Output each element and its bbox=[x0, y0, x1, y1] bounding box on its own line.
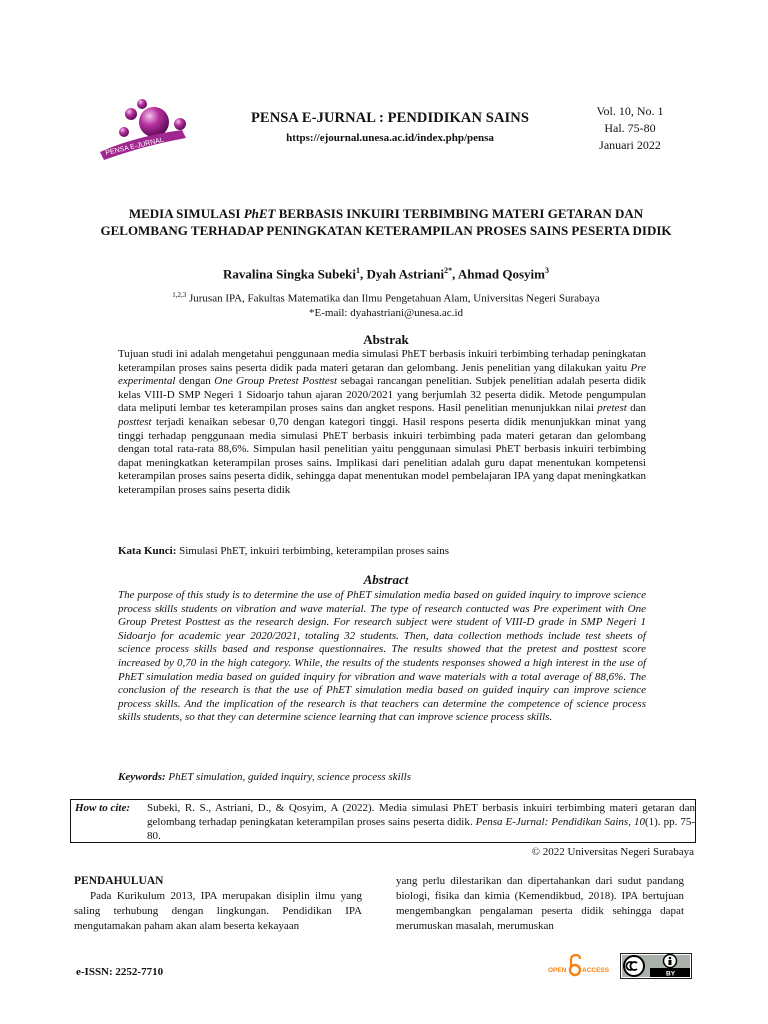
pages: Hal. 75-80 bbox=[604, 121, 656, 135]
eissn: e-ISSN: 2252-7710 bbox=[76, 966, 164, 978]
abstrak-text: Tujuan studi ini adalah mengetahui penggunaan media simulasi PhET berbasis inkuiri terbimbing terhadap peningkatan keterampilan proses sains peserta didik pada materi getaran dan gelombang. Jenis penelitian yang dilakukan yaitu Pre experimental dengan One Group Pretest Posttest sebagai rancangan penelitian. Subjek penelitian adalah peserta didik kelas VIII-D SMP Negeri 1 Sidoarjo tahun ajaran 2020/2021 yang berjumlah 32 peserta didik. Metode pengumpulan data meliputi lembar tes keterampilan proses sains dan angket respons. Hasil penelitian menunjukkan nilai pretest dan posttest terjadi kenaikan sebesar 0,70 dengan kategori tinggi. Hasil respons peserta didik menunjukkan minat yang tinggi terhadap penggunaan media simulasi PhET berbasis inkuiri terbimbing pada materi getaran dan gelombang dengan total rata-rata 88,6%. Simpulan hasil penelitian yaitu penggunaan simulasi PhET berbasis inkuiri terbimbing dapat meningkatkan keterampilan proses sains. Implikasi dari penelitian adalah guru dapat menentukan kompetensi keterampilan proses sains peserta didik, sehingga dapat menentukan model pembelajaran IPA yang dapat meningkatkan keterampilan proses sains peserta didik bbox=[118, 348, 646, 496]
oa-open-text: OPEN bbox=[548, 967, 567, 974]
paper-title: MEDIA SIMULASI PhET BERBASIS INKUIRI TERBIMBING MATERI GETARAN DAN GELOMBANG TERHADAP PENINGKATAN KETERAMPILAN PROSES SAINS PESERTA DIDIK bbox=[100, 206, 672, 238]
citation-label: How to cite: bbox=[75, 802, 130, 814]
volume-info bbox=[580, 103, 680, 154]
copyright: © 2022 Universitas Negeri Surabaya bbox=[531, 846, 694, 858]
corresponding-email[interactable]: *E-mail: dyahastriani@unesa.ac.id bbox=[309, 306, 463, 319]
intro-column-left: Pada Kurikulum 2013, IPA merupakan disiplin ilmu yang saling terhubung dengan lingkungan. Pendidikan IPA mengutamakan paham akan alam beserta kekayaan bbox=[74, 890, 362, 932]
citation-box bbox=[70, 799, 696, 843]
citation-text: Subeki, R. S., Astriani, D., & Qosyim, A (2022). Media simulasi PhET berbasis inkuiri terbimbing materi getaran dan gelombang terhadap peningkatan keterampilan proses sains peserta didik. Pensa E-Jurnal: Pendidikan Sains, 10(1). pp. 75-80. bbox=[147, 802, 695, 842]
abstract-text: The purpose of this study is to determine the use of PhET simulation media based on guided inquiry to improve science process skills students on vibration and wave material. The type of research contucted was Pre experiment with One Group Pretest Posttest as the research design. For research subject were student of VIII-D grade in SMP Negeri 1 Sidoarjo for academic year 2020/2021, totaling 32 students. Then, data collection methods include test sheets of science process skills based and response questionnaires. The results showed that the pretest and posttest score increased by 0,70 in the high category. While, the results of the students responses showed a high interest in the use of PhET simulation media based on guided inquiry for vibration and wave materials with a total average of 88,6%. The conclusion of the research is that the use of PhET simulation media based on guided inquiry can improve science process skills. And the implication of the research is that teachers can determine the competence of science process skills students, so that they can determine science learning that can improve science process skills. bbox=[118, 589, 646, 724]
intro-column-right: yang perlu dilestarikan dan dipertahankan dari sudut pandang biologi, fisika dan kimia (Kemendikbud, 2018). IPA bertujuan mengembangkan pengalaman peserta didik sehingga dapat merumuskan masalah, merumuskan bbox=[396, 875, 684, 932]
journal-title: PENSA E-JURNAL : PENDIDIKAN SAINS bbox=[250, 110, 530, 126]
abstrak-heading: Abstrak bbox=[363, 332, 409, 347]
keywords: Keywords: PhET simulation, guided inquiry, science process skills bbox=[118, 771, 412, 783]
kata-kunci: Kata Kunci: Simulasi PhET, inkuiri terbimbing, keterampilan proses sains bbox=[118, 545, 449, 557]
open-access-icon bbox=[548, 954, 618, 978]
author-list: Ravalina Singka Subeki$^1$, Dyah Astriani$^{2*}$, Ahmad Qosyim$^3$ bbox=[223, 266, 549, 282]
volume: Vol. 10, No. 1 bbox=[596, 104, 664, 118]
cc-by-icon bbox=[620, 953, 692, 979]
issue-date: Januari 2022 bbox=[599, 138, 661, 152]
abstract-heading: Abstract bbox=[363, 572, 409, 587]
journal-logo bbox=[96, 92, 196, 164]
oa-access-text: ACCESS bbox=[582, 967, 610, 974]
cc-by-text: BY bbox=[666, 970, 676, 978]
affiliation: $^{1,2,3}$ Jurusan IPA, Fakultas Matematika dan Ilmu Pengetahuan Alam, Universitas Negeri Surabaya *E-mail: dyahastriani@unesa.ac.id bbox=[96, 288, 676, 320]
journal-url[interactable]: https://ejournal.unesa.ac.id/index.php/pensa bbox=[286, 132, 494, 144]
section-heading-pendahuluan: PENDAHULUAN bbox=[74, 875, 164, 887]
logo-text: PENSA E-JURNAL bbox=[104, 136, 165, 157]
